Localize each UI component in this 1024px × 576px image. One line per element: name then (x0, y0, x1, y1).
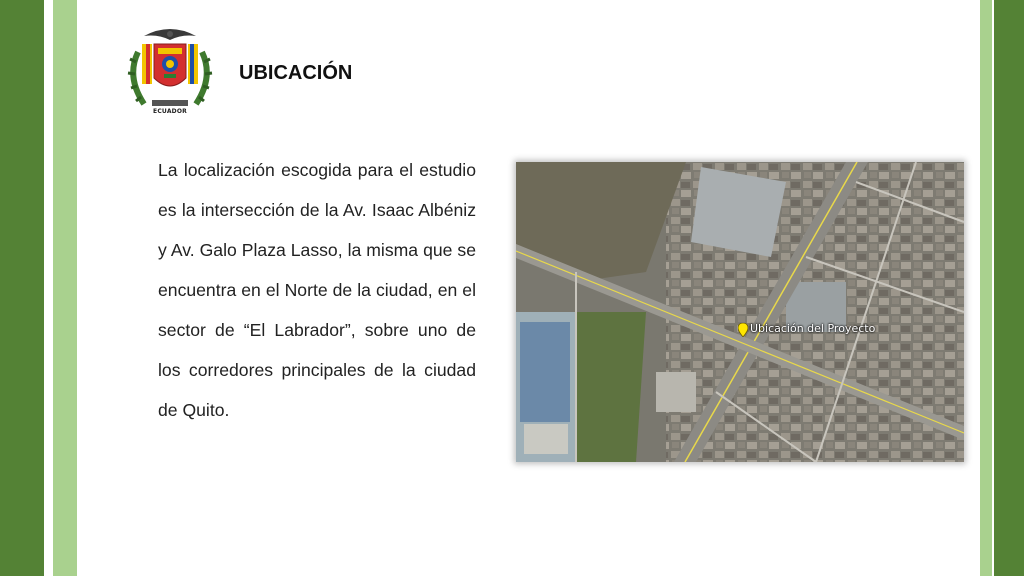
right-light-stripe (980, 0, 992, 576)
emblem-caption: ECUADOR (153, 108, 187, 115)
right-dark-stripe (994, 0, 1024, 576)
map-marker-label: Ubicación del Proyecto (750, 322, 876, 335)
left-light-stripe (53, 0, 77, 576)
body-paragraph: La localización escogida para el estudio es la intersección de la Av. Isaac Albéniz y Av. Galo Plaza Lasso, la misma que se encuentra en el Norte de la ciudad, en el sector de “El Labrador”, sobre uno de los corredores principales de la ciudad de Quito. (158, 160, 476, 420)
page-title: UBICACIÓN (239, 62, 353, 84)
coat-of-arms-icon (124, 22, 216, 122)
satellite-map (516, 162, 964, 462)
left-dark-stripe (0, 0, 44, 576)
map-pin-icon (738, 323, 748, 337)
